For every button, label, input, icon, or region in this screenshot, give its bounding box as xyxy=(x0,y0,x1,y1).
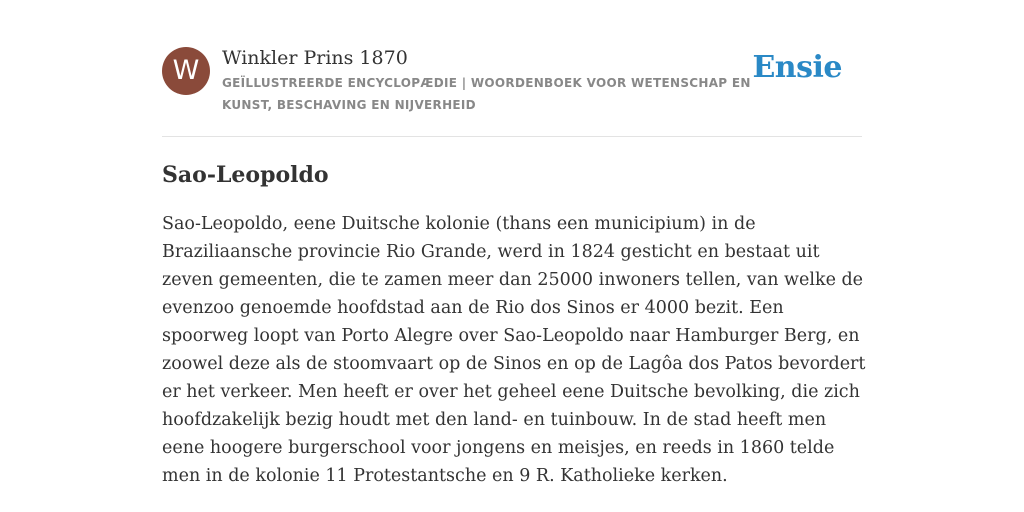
ensie-logo[interactable]: Ensie xyxy=(752,50,842,85)
entry-content xyxy=(162,158,867,490)
entry-title: Sao-Leopoldo xyxy=(162,162,329,188)
entry-body: Sao-Leopoldo, eene Duitsche kolonie (thans een municipium) in de Braziliaansche provincie Rio Grande, werd in 1824 gesticht en bestaat uit zeven gemeenten, die te zamen meer dan 25000 inwoners tellen, van welke de evenzoo genoemde hoofdstad aan de Rio dos Sinos er 4000 bezit. Een spoorweg loopt van Porto Alegre over Sao-Leopoldo naar Hamburger Berg, en zoowel deze als de stoomvaart op de Sinos en op de Lagôa dos Patos bevordert er het verkeer. Men heeft er over het geheel eene Duitsche bevolking, die zich hoofdzakelijk bezig houdt met den land- en tuinbouw. In de stad heeft men eene hoogere burgerschool voor jongens en meisjes, en reeds in 1860 telde men in de kolonie 11 Protestantsche en 9 R. Katholieke kerken. xyxy=(162,214,866,486)
source-header xyxy=(162,44,862,137)
source-avatar[interactable]: W xyxy=(162,47,210,95)
source-title[interactable]: Winkler Prins 1870 xyxy=(222,47,408,69)
source-subtitle: GEÏLLUSTREERDE ENCYCLOPÆDIE | WOORDENBOEK VOOR WETENSCHAP EN KUNST, BESCHAVING EN NIJVERHEID xyxy=(222,76,751,112)
source-title-block xyxy=(222,44,752,116)
